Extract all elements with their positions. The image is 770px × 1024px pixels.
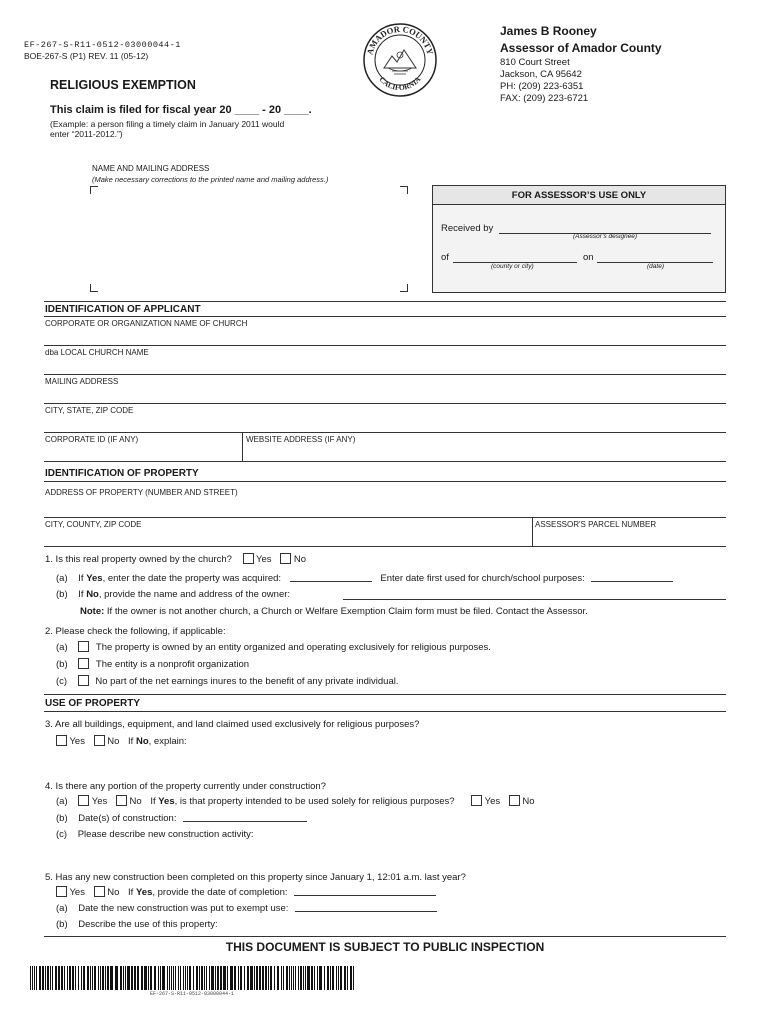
assessor-title: Assessor of Amador County <box>500 41 662 55</box>
q1a-bold: Yes <box>86 573 103 584</box>
q2a-checkbox[interactable] <box>78 641 89 652</box>
q4a-marker: (a) <box>56 796 68 807</box>
q1b-marker: (b) <box>56 589 68 600</box>
dba-field[interactable] <box>44 357 726 374</box>
website-field[interactable] <box>244 444 726 461</box>
fiscal-example-line2: enter “2011-2012.”) <box>50 129 123 139</box>
q1-text: 1. Is this real property owned by the church? <box>45 554 232 565</box>
q4c-text: Please describe new construction activity: <box>77 829 254 840</box>
q5-yes-label: Yes <box>69 887 85 898</box>
q3-explain-field[interactable] <box>200 735 726 765</box>
q3-if-bold: No <box>135 736 149 747</box>
q2a-row <box>56 641 491 653</box>
q2c-row <box>56 675 399 687</box>
q3-if-pre: If <box>128 736 136 747</box>
q5b-row <box>56 919 218 930</box>
q5-completion-date-field[interactable] <box>294 886 436 896</box>
corp-name-field[interactable] <box>44 328 726 345</box>
q3-answer-row <box>56 735 187 747</box>
mailing-note: (Make necessary corrections to the printed name and mailing address.) <box>92 175 329 184</box>
q4-if-bold: Yes <box>158 796 175 807</box>
q4-if-pre: If <box>150 796 159 807</box>
q1-row <box>45 553 306 565</box>
q4b-row <box>56 812 307 824</box>
q4b-text: Date(s) of construction: <box>78 813 177 824</box>
q1b-pre: If <box>78 589 87 600</box>
q1-note-text: If the owner is not another church, a Church or Welfare Exemption Claim form must be filed. Contact the Assessor. <box>104 606 588 617</box>
property-section-title: IDENTIFICATION OF PROPERTY <box>45 468 199 479</box>
q1a-first-used-label: Enter date first used for church/school purposes: <box>380 573 585 584</box>
q3-text: 3. Are all buildings, equipment, and land claimed used exclusively for religious purposes? <box>45 719 420 730</box>
q1-note-label: Note: <box>80 606 105 617</box>
county-seal-logo <box>362 22 438 98</box>
q1a-acquired-date-field[interactable] <box>290 572 372 582</box>
q5-no-checkbox[interactable] <box>94 886 105 897</box>
q1b-owner-field[interactable] <box>343 599 726 600</box>
q1-yes-label: Yes <box>256 554 272 565</box>
q2a-text: The property is owned by an entity organized and operating exclusively for religious purposes. <box>95 642 491 653</box>
property-address-field[interactable] <box>44 498 726 517</box>
fiscal-year-claim: This claim is filed for fiscal year 20 ____ - 20 ____. <box>50 104 312 116</box>
assessor-fax: FAX: (209) 223-6721 <box>500 93 589 104</box>
fiscal-example-line1: (Example: a person filing a timely claim in January 2011 would <box>50 119 285 129</box>
use-section-title: USE OF PROPERTY <box>45 698 141 709</box>
q1-no-checkbox[interactable] <box>280 553 291 564</box>
barcode <box>30 966 356 990</box>
q3-if-text: , explain: <box>148 736 187 747</box>
q1b-text: , provide the name and address of the owner: <box>98 589 291 600</box>
date-caption: (date) <box>647 263 664 270</box>
property-address-label: ADDRESS OF PROPERTY (NUMBER AND STREET) <box>45 488 238 497</box>
q1-no-label: No <box>293 554 306 565</box>
q4-yes-label: Yes <box>91 796 108 807</box>
barcode-text: EF-267-S-R11-0512-03000044-1 <box>150 991 235 997</box>
property-city-label: CITY, COUNTY, ZIP CODE <box>45 520 142 529</box>
q4-yes-checkbox[interactable] <box>78 795 89 806</box>
q4c-row <box>56 829 254 840</box>
q4-if-text: , is that property intended to be used solely for religious purposes? <box>174 796 455 807</box>
assessor-box-title: FOR ASSESSOR’S USE ONLY <box>433 186 725 205</box>
q2b-checkbox[interactable] <box>78 658 89 669</box>
q5a-marker: (a) <box>56 903 68 914</box>
mailing-address-field[interactable] <box>44 386 726 403</box>
city-state-zip-label: CITY, STATE, ZIP CODE <box>45 406 134 415</box>
mailing-address-window[interactable] <box>90 186 408 292</box>
mailing-address-label: MAILING ADDRESS <box>45 377 119 386</box>
public-inspection-notice: THIS DOCUMENT IS SUBJECT TO PUBLIC INSPECTION <box>225 940 545 954</box>
q4-text: 4. Is there any portion of the property currently under construction? <box>45 781 326 792</box>
received-by-label: Received by <box>441 223 494 234</box>
q4b-marker: (b) <box>56 813 68 824</box>
property-city-field[interactable] <box>44 530 532 546</box>
q1a-row <box>56 572 673 584</box>
q1-note <box>80 606 588 617</box>
form-code: EF-267-S-R11-0512-03000044-1 <box>24 40 181 50</box>
q2c-marker: (c) <box>56 676 68 687</box>
q1a-pre: If <box>78 573 87 584</box>
q2c-checkbox[interactable] <box>78 675 89 686</box>
q5a-row <box>56 902 437 914</box>
form-title: RELIGIOUS EXEMPTION <box>50 78 196 92</box>
assessor-phone: PH: (209) 223-6351 <box>500 81 584 92</box>
corp-name-label: CORPORATE OR ORGANIZATION NAME OF CHURCH <box>45 319 248 328</box>
assessor-city: Jackson, CA 95642 <box>500 69 582 80</box>
corporate-id-field[interactable] <box>44 444 242 461</box>
q5-if-pre: If <box>128 887 136 898</box>
city-state-zip-field[interactable] <box>44 415 726 432</box>
mailing-label: NAME AND MAILING ADDRESS <box>92 164 210 173</box>
website-label: WEBSITE ADDRESS (IF ANY) <box>246 435 356 444</box>
corporate-id-label: CORPORATE ID (IF ANY) <box>45 435 139 444</box>
designee-caption: (Assessor’s designee) <box>573 233 638 240</box>
q4b-dates-field[interactable] <box>183 812 307 822</box>
q3-yes-label: Yes <box>69 736 85 747</box>
dba-label: dba LOCAL CHURCH NAME <box>45 348 149 357</box>
parcel-number-field[interactable] <box>534 530 726 546</box>
q1b-bold: No <box>86 589 99 600</box>
assessor-use-box <box>432 185 726 293</box>
q4a-no-checkbox[interactable] <box>509 795 520 806</box>
svg-text:AMADOR COUNTY: AMADOR COUNTY <box>364 23 436 56</box>
q4-no-checkbox[interactable] <box>116 795 127 806</box>
q5-if-text: , provide the date of completion: <box>152 887 288 898</box>
q1a-marker: (a) <box>56 573 68 584</box>
q5b-marker: (b) <box>56 919 68 930</box>
q2b-row <box>56 658 249 670</box>
applicant-section-title: IDENTIFICATION OF APPLICANT <box>45 304 201 315</box>
q4a-yes-checkbox[interactable] <box>471 795 482 806</box>
q1a-text: , enter the date the property was acquired: <box>102 573 282 584</box>
q5b-use-field[interactable] <box>240 918 726 934</box>
q2a-marker: (a) <box>56 642 68 653</box>
q4a-row <box>56 795 535 807</box>
svg-text:CALIFORNIA: CALIFORNIA <box>377 74 423 93</box>
q3-no-label: No <box>107 736 120 747</box>
q5-text: 5. Has any new construction been completed on this property since January 1, 12:01 a.m. last year? <box>45 872 466 883</box>
q4c-description-field[interactable] <box>280 828 726 858</box>
q5-yes-checkbox[interactable] <box>56 886 67 897</box>
q5a-text: Date the new construction was put to exempt use: <box>78 903 289 914</box>
assessor-street: 810 Court Street <box>500 57 570 68</box>
q2b-text: The entity is a nonprofit organization <box>95 659 250 670</box>
q5b-text: Describe the use of this property: <box>78 919 218 930</box>
q5-no-label: No <box>107 887 120 898</box>
form-revision: BOE-267-S (P1) REV. 11 (05-12) <box>24 51 149 61</box>
q4a-no-label: No <box>522 796 535 807</box>
on-label: on <box>583 252 594 263</box>
q3-yes-checkbox[interactable] <box>56 735 67 746</box>
assessor-name: James B Rooney <box>500 24 597 38</box>
of-label: of <box>441 252 449 263</box>
q2b-marker: (b) <box>56 659 68 670</box>
county-city-caption: (county or city) <box>491 263 534 270</box>
q1-yes-checkbox[interactable] <box>243 553 254 564</box>
q1b-row <box>56 589 290 600</box>
q5-answer-row <box>56 886 436 898</box>
q4-no-label: No <box>129 796 142 807</box>
q2-text: 2. Please check the following, if applicable: <box>45 626 226 637</box>
q4c-marker: (c) <box>56 829 68 840</box>
q2c-text: No part of the net earnings inures to the benefit of any private individual. <box>95 676 399 687</box>
q3-no-checkbox[interactable] <box>94 735 105 746</box>
parcel-number-label: ASSESSOR'S PARCEL NUMBER <box>535 520 657 529</box>
q5-if-bold: Yes <box>135 887 153 898</box>
q1a-first-used-field[interactable] <box>591 572 673 582</box>
q5a-exempt-date-field[interactable] <box>295 902 437 912</box>
q4a-yes-label: Yes <box>484 796 501 807</box>
